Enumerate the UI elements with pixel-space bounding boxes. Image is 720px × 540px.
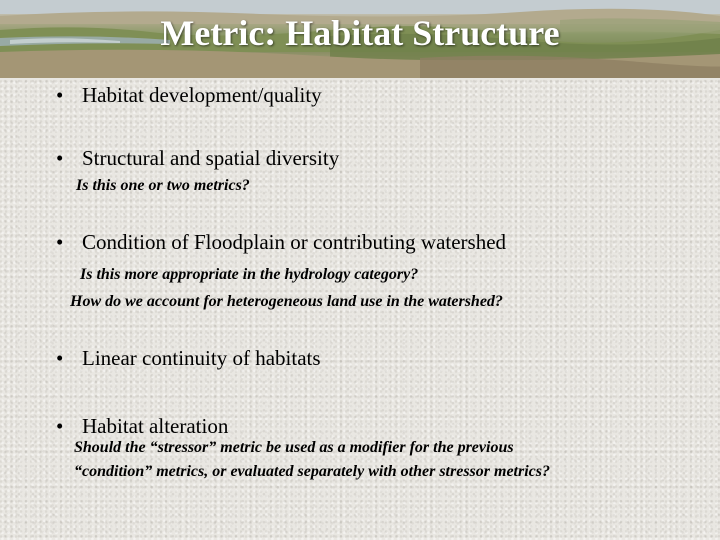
bullet-point-icon: • bbox=[56, 230, 64, 254]
bullet-point-icon: • bbox=[56, 83, 64, 107]
question-note: Should the “stressor” metric be used as a modifier for the previous bbox=[74, 439, 514, 456]
bullet-linear-continuity bbox=[56, 346, 321, 371]
question-note: “condition” metrics, or evaluated separately with other stressor metrics? bbox=[74, 463, 550, 480]
bullet-point-icon: • bbox=[56, 414, 64, 438]
bullet-structural-diversity bbox=[56, 146, 339, 171]
bullet-text: Condition of Floodplain or contributing watershed bbox=[82, 230, 507, 254]
bullet-habitat-alteration bbox=[56, 414, 228, 439]
question-note: How do we account for heterogeneous land use in the watershed? bbox=[70, 293, 503, 310]
title-banner bbox=[0, 0, 720, 78]
bullet-point-icon: • bbox=[56, 146, 64, 170]
bullet-habitat-development bbox=[56, 83, 322, 108]
bullet-text: Habitat development/quality bbox=[82, 83, 322, 107]
slide-title: Metric: Habitat Structure bbox=[160, 13, 560, 53]
bullet-point-icon: • bbox=[56, 346, 64, 370]
bullet-floodplain-condition bbox=[56, 230, 506, 255]
question-note: Is this one or two metrics? bbox=[76, 177, 250, 194]
question-note: Is this more appropriate in the hydrology category? bbox=[80, 266, 419, 283]
bullet-text: Habitat alteration bbox=[82, 414, 229, 438]
bullet-text: Linear continuity of habitats bbox=[82, 346, 321, 370]
bullet-text: Structural and spatial diversity bbox=[82, 146, 340, 170]
